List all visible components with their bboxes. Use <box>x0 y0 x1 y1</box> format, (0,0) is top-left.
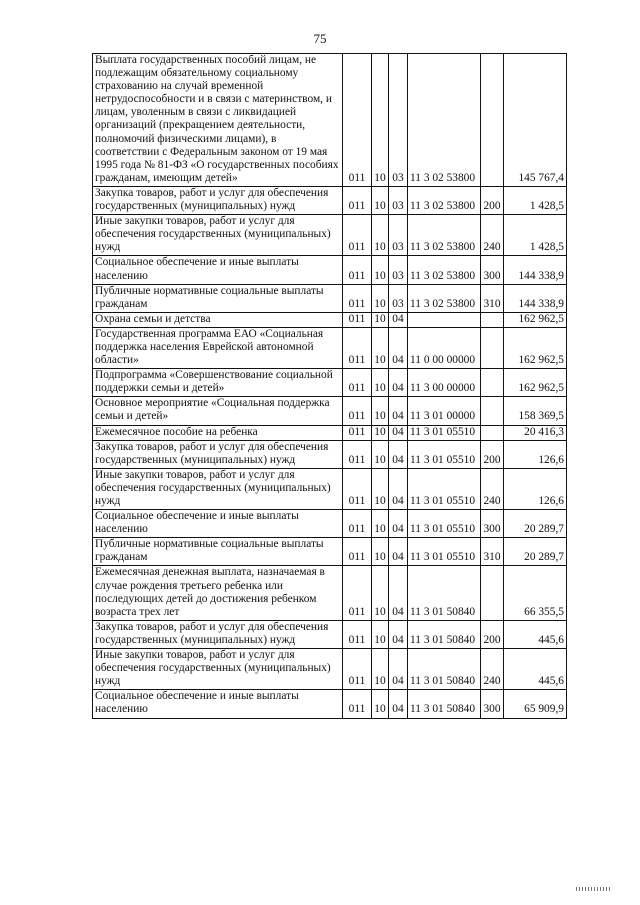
row-subsection-cell: 04 <box>389 369 408 397</box>
row-section-cell: 10 <box>372 256 389 284</box>
table-row <box>93 215 567 256</box>
row-name-cell: Закупка товаров, работ и услуг для обеспечения государственных (муниципальных) нужд <box>93 440 343 468</box>
row-target-article-cell: 11 3 02 53800 <box>408 256 481 284</box>
row-section-cell: 10 <box>372 397 389 425</box>
row-sum-cell: 1 428,5 <box>504 215 567 256</box>
table-row <box>93 54 567 187</box>
row-subsection-cell: 04 <box>389 649 408 690</box>
row-subsection-cell: 03 <box>389 54 408 187</box>
table-row <box>93 327 567 368</box>
row-section-cell: 10 <box>372 327 389 368</box>
row-subsection-cell: 04 <box>389 620 408 648</box>
table-row <box>93 369 567 397</box>
row-name-cell: Социальное обеспечение и иные выплаты населению <box>93 510 343 538</box>
row-sum-cell: 144 338,9 <box>504 284 567 312</box>
table-row <box>93 440 567 468</box>
row-subsection-cell: 03 <box>389 215 408 256</box>
table-row <box>93 186 567 214</box>
row-sum-cell: 445,6 <box>504 649 567 690</box>
row-name-cell: Подпрограмма «Совершенствование социальной поддержки семьи и детей» <box>93 369 343 397</box>
row-sum-cell: 144 338,9 <box>504 256 567 284</box>
table-row <box>93 312 567 327</box>
row-grbs-cell: 011 <box>343 649 372 690</box>
row-expense-type-cell: 200 <box>481 440 504 468</box>
row-section-cell: 10 <box>372 284 389 312</box>
row-target-article-cell: 11 3 02 53800 <box>408 54 481 187</box>
table-row <box>93 538 567 566</box>
row-expense-type-cell <box>481 397 504 425</box>
row-expense-type-cell: 200 <box>481 620 504 648</box>
row-sum-cell: 20 416,3 <box>504 425 567 440</box>
row-sum-cell: 1 428,5 <box>504 186 567 214</box>
row-subsection-cell: 04 <box>389 312 408 327</box>
row-sum-cell: 158 369,5 <box>504 397 567 425</box>
row-section-cell: 10 <box>372 440 389 468</box>
row-target-article-cell: 11 3 01 50840 <box>408 566 481 620</box>
row-target-article-cell: 11 3 01 00000 <box>408 397 481 425</box>
row-section-cell: 10 <box>372 312 389 327</box>
row-target-article-cell: 11 3 01 05510 <box>408 425 481 440</box>
row-grbs-cell: 011 <box>343 186 372 214</box>
row-grbs-cell: 011 <box>343 620 372 648</box>
row-subsection-cell: 04 <box>389 690 408 718</box>
row-name-cell: Ежемесячное пособие на ребенка <box>93 425 343 440</box>
row-grbs-cell: 011 <box>343 690 372 718</box>
row-grbs-cell: 011 <box>343 538 372 566</box>
row-section-cell: 10 <box>372 425 389 440</box>
row-expense-type-cell: 300 <box>481 256 504 284</box>
row-target-article-cell: 11 3 01 05510 <box>408 440 481 468</box>
row-subsection-cell: 03 <box>389 256 408 284</box>
row-grbs-cell: 011 <box>343 284 372 312</box>
row-expense-type-cell: 200 <box>481 186 504 214</box>
row-expense-type-cell: 240 <box>481 468 504 509</box>
row-name-cell: Иные закупки товаров, работ и услуг для обеспечения государственных (муниципальных) нужд <box>93 649 343 690</box>
row-grbs-cell: 011 <box>343 425 372 440</box>
row-name-cell: Государственная программа ЕАО «Социальная поддержка населения Еврейской автономной области» <box>93 327 343 368</box>
row-target-article-cell: 11 3 01 05510 <box>408 538 481 566</box>
row-section-cell: 10 <box>372 690 389 718</box>
table-row <box>93 649 567 690</box>
row-name-cell: Публичные нормативные социальные выплаты гражданам <box>93 284 343 312</box>
row-section-cell: 10 <box>372 620 389 648</box>
row-target-article-cell: 11 3 02 53800 <box>408 215 481 256</box>
row-grbs-cell: 011 <box>343 440 372 468</box>
row-sum-cell: 20 289,7 <box>504 510 567 538</box>
row-name-cell: Иные закупки товаров, работ и услуг для обеспечения государственных (муниципальных) нужд <box>93 215 343 256</box>
row-grbs-cell: 011 <box>343 54 372 187</box>
row-name-cell: Иные закупки товаров, работ и услуг для обеспечения государственных (муниципальных) нужд <box>93 468 343 509</box>
row-name-cell: Социальное обеспечение и иные выплаты населению <box>93 256 343 284</box>
row-expense-type-cell <box>481 54 504 187</box>
row-target-article-cell: 11 3 01 50840 <box>408 620 481 648</box>
row-name-cell: Закупка товаров, работ и услуг для обеспечения государственных (муниципальных) нужд <box>93 620 343 648</box>
row-expense-type-cell: 300 <box>481 510 504 538</box>
row-grbs-cell: 011 <box>343 369 372 397</box>
row-subsection-cell: 04 <box>389 327 408 368</box>
row-name-cell: Ежемесячная денежная выплата, назначаемая в случае рождения третьего ребенка или последующих детей до достижения ребенком возраста трех лет <box>93 566 343 620</box>
row-target-article-cell: 11 3 01 50840 <box>408 690 481 718</box>
table-row <box>93 284 567 312</box>
row-target-article-cell <box>408 312 481 327</box>
row-section-cell: 10 <box>372 369 389 397</box>
row-sum-cell: 65 909,9 <box>504 690 567 718</box>
row-section-cell: 10 <box>372 186 389 214</box>
table-row <box>93 690 567 718</box>
row-name-cell: Публичные нормативные социальные выплаты гражданам <box>93 538 343 566</box>
row-target-article-cell: 11 3 02 53800 <box>408 186 481 214</box>
row-target-article-cell: 11 3 01 05510 <box>408 510 481 538</box>
row-sum-cell: 126,6 <box>504 440 567 468</box>
row-sum-cell: 162 962,5 <box>504 369 567 397</box>
table-row <box>93 510 567 538</box>
row-sum-cell: 66 355,5 <box>504 566 567 620</box>
table-row <box>93 566 567 620</box>
row-target-article-cell: 11 3 01 50840 <box>408 649 481 690</box>
table-row <box>93 620 567 648</box>
row-subsection-cell: 04 <box>389 510 408 538</box>
row-expense-type-cell <box>481 327 504 368</box>
row-section-cell: 10 <box>372 468 389 509</box>
row-section-cell: 10 <box>372 566 389 620</box>
row-grbs-cell: 011 <box>343 397 372 425</box>
row-sum-cell: 126,6 <box>504 468 567 509</box>
row-sum-cell: 162 962,5 <box>504 327 567 368</box>
table-row <box>93 397 567 425</box>
row-subsection-cell: 04 <box>389 468 408 509</box>
row-expense-type-cell <box>481 425 504 440</box>
row-name-cell: Охрана семьи и детства <box>93 312 343 327</box>
row-section-cell: 10 <box>372 215 389 256</box>
row-subsection-cell: 03 <box>389 186 408 214</box>
page-number: 75 <box>313 31 327 46</box>
row-expense-type-cell: 310 <box>481 284 504 312</box>
row-expense-type-cell <box>481 566 504 620</box>
row-sum-cell: 445,6 <box>504 620 567 648</box>
row-sum-cell: 20 289,7 <box>504 538 567 566</box>
row-name-cell: Закупка товаров, работ и услуг для обеспечения государственных (муниципальных) нужд <box>93 186 343 214</box>
scan-dots <box>576 887 612 891</box>
row-subsection-cell: 04 <box>389 538 408 566</box>
row-subsection-cell: 03 <box>389 284 408 312</box>
table-row <box>93 468 567 509</box>
row-grbs-cell: 011 <box>343 327 372 368</box>
row-grbs-cell: 011 <box>343 312 372 327</box>
row-name-cell: Выплата государственных пособий лицам, не подлежащим обязательному социальному страхованию на случай временной нетрудоспособности и в связи с материнством, и лицам, уволенным в связи с ликвидацией организаций (прекращением деятельности, полномочий физическими лицами), в соответствии с Федеральным законом от 19 мая 1995 года № 81-ФЗ «О государственных пособиях гражданам, имеющим детей» <box>93 54 343 187</box>
row-expense-type-cell: 240 <box>481 215 504 256</box>
row-expense-type-cell <box>481 369 504 397</box>
row-name-cell: Социальное обеспечение и иные выплаты населению <box>93 690 343 718</box>
row-target-article-cell: 11 0 00 00000 <box>408 327 481 368</box>
row-target-article-cell: 11 3 00 00000 <box>408 369 481 397</box>
row-name-cell: Основное мероприятие «Социальная поддержка семьи и детей» <box>93 397 343 425</box>
row-subsection-cell: 04 <box>389 425 408 440</box>
row-expense-type-cell: 240 <box>481 649 504 690</box>
row-sum-cell: 145 767,4 <box>504 54 567 187</box>
budget-table <box>92 53 567 719</box>
row-grbs-cell: 011 <box>343 510 372 538</box>
row-subsection-cell: 04 <box>389 440 408 468</box>
budget-table-body <box>93 54 567 719</box>
row-section-cell: 10 <box>372 510 389 538</box>
row-sum-cell: 162 962,5 <box>504 312 567 327</box>
row-section-cell: 10 <box>372 54 389 187</box>
row-subsection-cell: 04 <box>389 566 408 620</box>
row-grbs-cell: 011 <box>343 468 372 509</box>
row-expense-type-cell: 310 <box>481 538 504 566</box>
table-row <box>93 256 567 284</box>
row-grbs-cell: 011 <box>343 215 372 256</box>
row-expense-type-cell: 300 <box>481 690 504 718</box>
table-row <box>93 425 567 440</box>
row-target-article-cell: 11 3 02 53800 <box>408 284 481 312</box>
row-section-cell: 10 <box>372 538 389 566</box>
row-grbs-cell: 011 <box>343 566 372 620</box>
row-subsection-cell: 04 <box>389 397 408 425</box>
row-section-cell: 10 <box>372 649 389 690</box>
row-expense-type-cell <box>481 312 504 327</box>
row-grbs-cell: 011 <box>343 256 372 284</box>
row-target-article-cell: 11 3 01 05510 <box>408 468 481 509</box>
